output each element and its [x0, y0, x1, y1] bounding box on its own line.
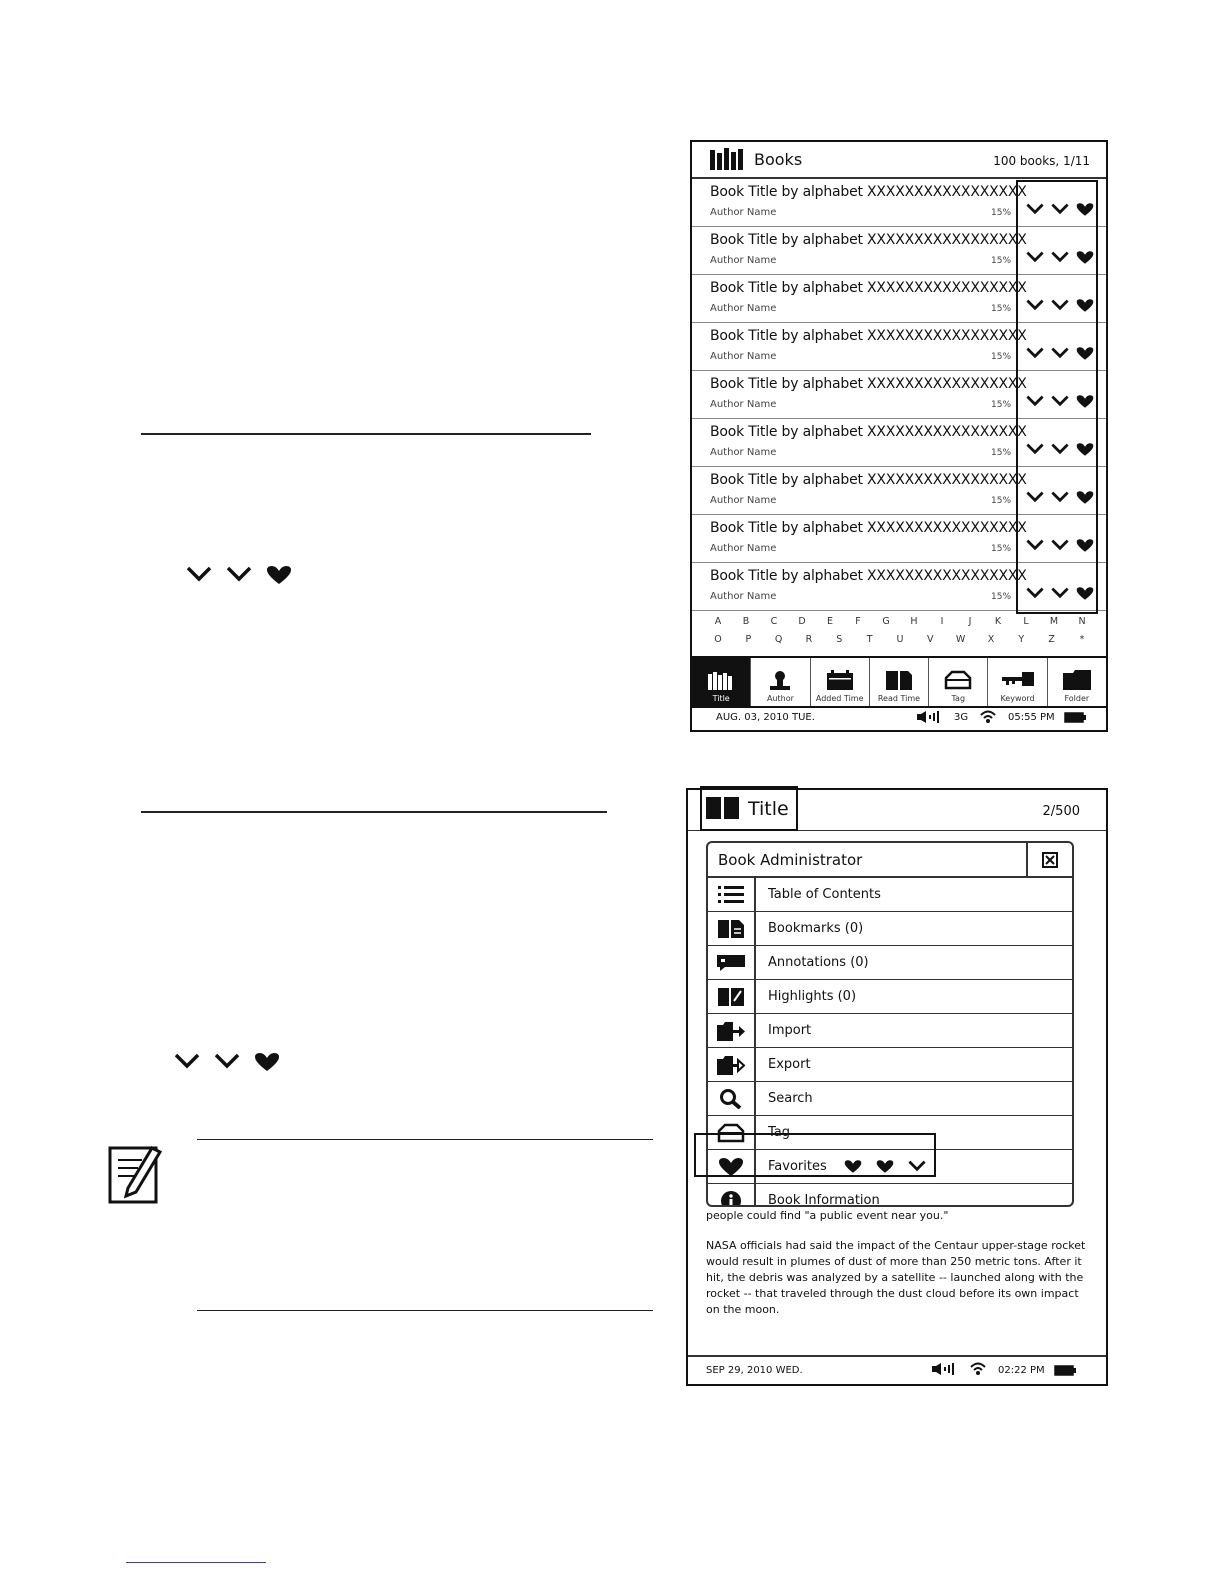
section-rule-2: [141, 811, 607, 813]
status-bar: [692, 706, 1106, 730]
book-count: 100 books, 1/11: [993, 154, 1090, 168]
status-time: 05:55 PM: [1008, 712, 1055, 723]
outline-heart-icon: [214, 1053, 240, 1071]
alphabet-index: [700, 616, 1100, 652]
menu-label: Search: [768, 1091, 813, 1106]
note-rule-top: [197, 1139, 653, 1140]
key-icon: [1002, 670, 1034, 690]
book-author: Author Name: [710, 591, 777, 602]
status-date: AUG. 03, 2010 TUE.: [716, 712, 815, 723]
volume-icon: [932, 1363, 956, 1375]
book-author: Author Name: [710, 351, 777, 362]
books-screen: [690, 140, 1108, 732]
book-progress: 15%: [991, 592, 1012, 602]
menu-item-table-of-contents[interactable]: [708, 878, 1072, 912]
alphabet-letter[interactable]: I: [940, 616, 944, 627]
wifi-icon: [980, 710, 996, 724]
menu-label: Tag: [768, 1125, 791, 1140]
tab-label: Keyword: [1000, 694, 1035, 703]
alphabet-letter[interactable]: Y: [1018, 634, 1025, 645]
library-icon: [710, 148, 744, 170]
alphabet-letter[interactable]: E: [826, 616, 833, 627]
book-progress: 15%: [991, 256, 1012, 266]
book-progress: 15%: [991, 208, 1012, 218]
book-progress: 15%: [991, 448, 1012, 458]
tab-folder[interactable]: [1048, 658, 1106, 706]
bookmark-icon: [718, 920, 744, 938]
paragraph: NASA officials had said the impact of the Centaur upper-stage rocket would result in plumes of dust of more than 250 metric tons. After it hit, the debris was analyzed by a satellite -- launched along with the rocket -- that traveled through the dust cloud before its own impact on the moon.: [706, 1239, 1086, 1316]
list-icon: [718, 886, 744, 904]
page-title: Title: [748, 798, 789, 820]
alphabet-letter[interactable]: A: [714, 616, 722, 627]
volume-icon: [917, 711, 941, 723]
menu-item-bookmarks[interactable]: [708, 912, 1072, 946]
menu-label: Export: [768, 1057, 811, 1072]
search-icon: [719, 1089, 743, 1109]
book-title: Book Title by alphabet XXXXXXXXXXXXXXXXX: [710, 328, 1027, 344]
alphabet-letter[interactable]: J: [968, 616, 972, 627]
book-progress: 15%: [991, 304, 1012, 314]
menu-label: Table of Contents: [768, 887, 881, 902]
alphabet-row: [700, 616, 1100, 634]
person-icon: [768, 670, 792, 690]
tab-label: Folder: [1064, 694, 1090, 703]
book-title: Book Title by alphabet XXXXXXXXXXXXXXXXX: [710, 472, 1027, 488]
book-progress: 15%: [991, 544, 1012, 554]
book-author: Author Name: [710, 399, 777, 410]
title-highlight-box: [700, 786, 798, 831]
book-title: Book Title by alphabet XXXXXXXXXXXXXXXXX: [710, 280, 1027, 296]
tab-keyword[interactable]: [988, 658, 1047, 706]
reader-screen: [686, 788, 1108, 1386]
import-icon: [717, 1021, 745, 1041]
alphabet-letter[interactable]: L: [1023, 616, 1029, 627]
alphabet-letter[interactable]: T: [866, 634, 873, 645]
page-number: 2/500: [1042, 804, 1080, 819]
export-icon: [717, 1055, 745, 1075]
folder-icon: [1063, 670, 1091, 690]
alphabet-letter[interactable]: X: [987, 634, 995, 645]
alphabet-row: [700, 634, 1100, 652]
tab-added-time[interactable]: [811, 658, 870, 706]
book-title: Book Title by alphabet XXXXXXXXXXXXXXXXX: [710, 520, 1027, 536]
solid-heart-icon: [254, 1053, 280, 1071]
tab-author[interactable]: [751, 658, 810, 706]
tab-read-time[interactable]: [870, 658, 929, 706]
alphabet-letter[interactable]: G: [882, 616, 890, 627]
alphabet-letter[interactable]: U: [896, 634, 904, 645]
book-author: Author Name: [710, 543, 777, 554]
note-rule-bottom: [197, 1310, 653, 1311]
alphabet-letter[interactable]: W: [955, 634, 966, 645]
status-time: 02:22 PM: [998, 1365, 1045, 1376]
favorite-levels-legend-1: [186, 566, 292, 584]
favorites-highlight-box: [1016, 180, 1098, 614]
calendar-icon: [827, 670, 853, 690]
alphabet-letter[interactable]: V: [927, 634, 934, 645]
alphabet-letter[interactable]: Q: [774, 634, 783, 645]
menu-label: Highlights (0): [768, 989, 857, 1004]
book-author: Author Name: [710, 447, 777, 458]
annotation-icon: [717, 955, 745, 971]
books-header: [692, 142, 1106, 179]
alphabet-letter[interactable]: O: [714, 634, 722, 645]
menu-label: Annotations (0): [768, 955, 869, 970]
battery-icon: [1054, 1365, 1076, 1376]
alphabet-letter[interactable]: M: [1049, 616, 1059, 627]
alphabet-letter[interactable]: F: [855, 616, 861, 627]
alphabet-letter[interactable]: R: [805, 634, 813, 645]
dialog-title: Book Administrator: [718, 851, 863, 869]
alphabet-letter[interactable]: S: [836, 634, 843, 645]
outline-heart-icon: [186, 566, 212, 584]
book-title: Book Title by alphabet XXXXXXXXXXXXXXXXX: [710, 568, 1027, 584]
outline-heart-icon: [226, 566, 252, 584]
book-author: Author Name: [710, 207, 777, 218]
menu-label: Bookmarks (0): [768, 921, 864, 936]
tab-label: Read Time: [877, 694, 921, 703]
menu-label: Import: [768, 1023, 812, 1038]
book-title: Book Title by alphabet XXXXXXXXXXXXXXXXX: [710, 376, 1027, 392]
book-author: Author Name: [710, 303, 777, 314]
alphabet-letter[interactable]: B: [742, 616, 750, 627]
favorite-levels-legend-2: [174, 1053, 280, 1071]
book-author: Author Name: [710, 255, 777, 266]
status-date: SEP 29, 2010 WED.: [706, 1365, 803, 1376]
footer-link-underline: [126, 1562, 266, 1563]
tag-icon: [944, 670, 972, 690]
info-icon: [721, 1191, 741, 1208]
book-title: Book Title by alphabet XXXXXXXXXXXXXXXXX: [710, 232, 1027, 248]
tab-label: Added Time: [815, 694, 864, 703]
menu-item-import[interactable]: [708, 1014, 1072, 1048]
menu-item-search[interactable]: [708, 1082, 1072, 1116]
menu-label: Favorites: [768, 1159, 827, 1174]
menu-item-book-information[interactable]: [708, 1184, 1072, 1207]
note-icon: [108, 1140, 164, 1206]
sort-tab-bar: [692, 656, 1106, 708]
menu-item-export[interactable]: [708, 1048, 1072, 1082]
tab-tag[interactable]: [929, 658, 988, 706]
tab-label: Title: [712, 694, 730, 703]
alphabet-letter[interactable]: H: [910, 616, 918, 627]
close-icon: [1042, 852, 1058, 868]
outline-heart-icon: [174, 1053, 200, 1071]
alphabet-letter[interactable]: N: [1078, 616, 1086, 627]
books-icon: [708, 672, 734, 690]
menu-item-annotations[interactable]: [708, 946, 1072, 980]
reading-text: [706, 1208, 1086, 1332]
paragraph: people could find "a public event near you.": [706, 1209, 949, 1222]
dialog-header: [708, 843, 1072, 878]
favorites-highlight-box: [694, 1133, 936, 1177]
tab-label: Tag: [951, 694, 966, 703]
close-button[interactable]: [1026, 843, 1072, 876]
open-book-icon: [886, 670, 912, 690]
status-bar: [688, 1355, 1106, 1385]
book-author: Author Name: [710, 495, 777, 506]
network-label: 3G: [954, 712, 969, 723]
solid-heart-icon: [266, 566, 292, 584]
alphabet-letter[interactable]: K: [994, 616, 1002, 627]
book-title: Book Title by alphabet XXXXXXXXXXXXXXXXX: [710, 184, 1027, 200]
tab-title[interactable]: [692, 658, 751, 706]
highlight-icon: [718, 988, 744, 1006]
menu-item-highlights[interactable]: [708, 980, 1072, 1014]
tab-label: Author: [766, 694, 794, 703]
alphabet-letter[interactable]: *: [1079, 634, 1085, 645]
book-progress: 15%: [991, 496, 1012, 506]
page-title: Books: [754, 150, 803, 169]
section-rule-1: [141, 433, 591, 435]
book-title: Book Title by alphabet XXXXXXXXXXXXXXXXX: [710, 424, 1027, 440]
alphabet-letter[interactable]: P: [745, 634, 752, 645]
wifi-icon: [970, 1362, 986, 1376]
menu-label: Book Information: [768, 1193, 880, 1207]
battery-icon: [1064, 712, 1086, 723]
alphabet-letter[interactable]: Z: [1048, 634, 1055, 645]
alphabet-letter[interactable]: D: [798, 616, 806, 627]
alphabet-letter[interactable]: C: [770, 616, 778, 627]
book-progress: 15%: [991, 400, 1012, 410]
book-progress: 15%: [991, 352, 1012, 362]
